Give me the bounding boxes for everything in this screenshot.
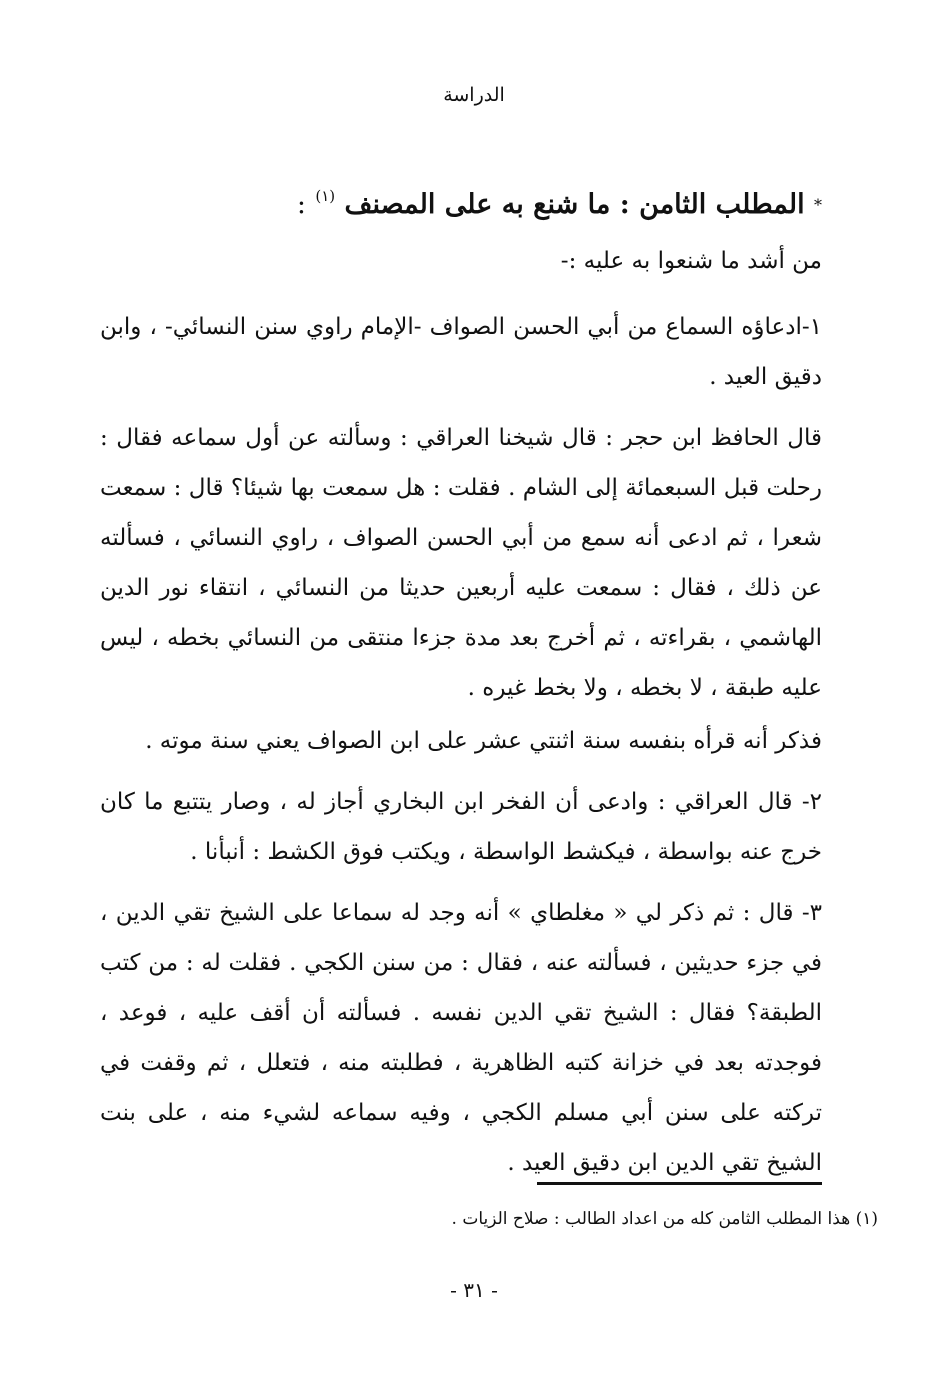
heading-text: المطلب الثامن : ما شنع به على المصنف [344,189,805,220]
running-header: الدراسة [443,84,505,106]
footnote: (١) هذا المطلب الثامن كله من اعداد الطالب : صلاح الزيات . [451,1209,878,1229]
page-number: - ٣١ - [450,1278,498,1302]
paragraph-conclusion: فذكر أنه قرأه بنفسه سنة اثنتي عشر على ابن الصواف يعني سنة موته . [145,728,822,754]
paragraph-intro: من أشد ما شنعوا به عليه :- [560,248,822,274]
paragraph-item-1: ١-ادعاؤه السماع من أبي الحسن الصواف -الإمام راوي سنن النسائي- ، وابن دقيق العيد . [100,314,822,390]
heading-star: * [814,195,822,215]
paragraph-item-3: ٣- قال : ثم ذكر لي « مغلطاي » أنه وجد له سماعا على الشيخ تقي الدين ، في جزء حديثين ، فسألته عنه ، فقال : من سنن الكجي . فقلت له : من كتب الطبقة؟ فقال : الشيخ تقي الدين نفسه . فسألته أن أقف عليه ، فوعد ، فوجدته بعد في خزانة كتبه الظاهرية ، فطلبته منه ، فتعلل ، ثم وقفت في تركته على سنن أبي مسلم الكجي ، وفيه سماعه لشيء منه ، على بنت الشيخ تقي الدين ابن دقيق العيد . [100,900,822,1176]
footnote-reference[interactable]: (١) [315,187,336,205]
footnote-divider [537,1182,822,1185]
paragraph-item-2: ٢- قال العراقي : وادعى أن الفخر ابن البخاري أجاز له ، وصار يتتبع ما كان خرج عنه بواسطة ، فيكشط الواسطة ، ويكتب فوق الكشط : أنبأنا . [100,789,822,865]
paragraph-hafiz-quote: قال الحافظ ابن حجر : قال شيخنا العراقي : وسألته عن أول سماعه فقال : رحلت قبل السبعمائة إلى الشام . فقلت : هل سمعت بها شيئا؟ قال : سمعت شعرا ، ثم ادعى أنه سمع من أبي الحسن الصواف ، راوي النسائي ، فسألته عن ذلك ، فقال : سمعت عليه أربعين حديثا من النسائي ، انتقاء نور الدين الهاشمي ، بقراءته ، ثم أخرج بعد مدة جزءا منتقى من النسائي بخطه ، ليس عليه طبقة ، لا بخطه ، ولا بخط غيره . [100,425,822,701]
section-heading [100,170,822,232]
heading-colon: : [296,189,306,220]
